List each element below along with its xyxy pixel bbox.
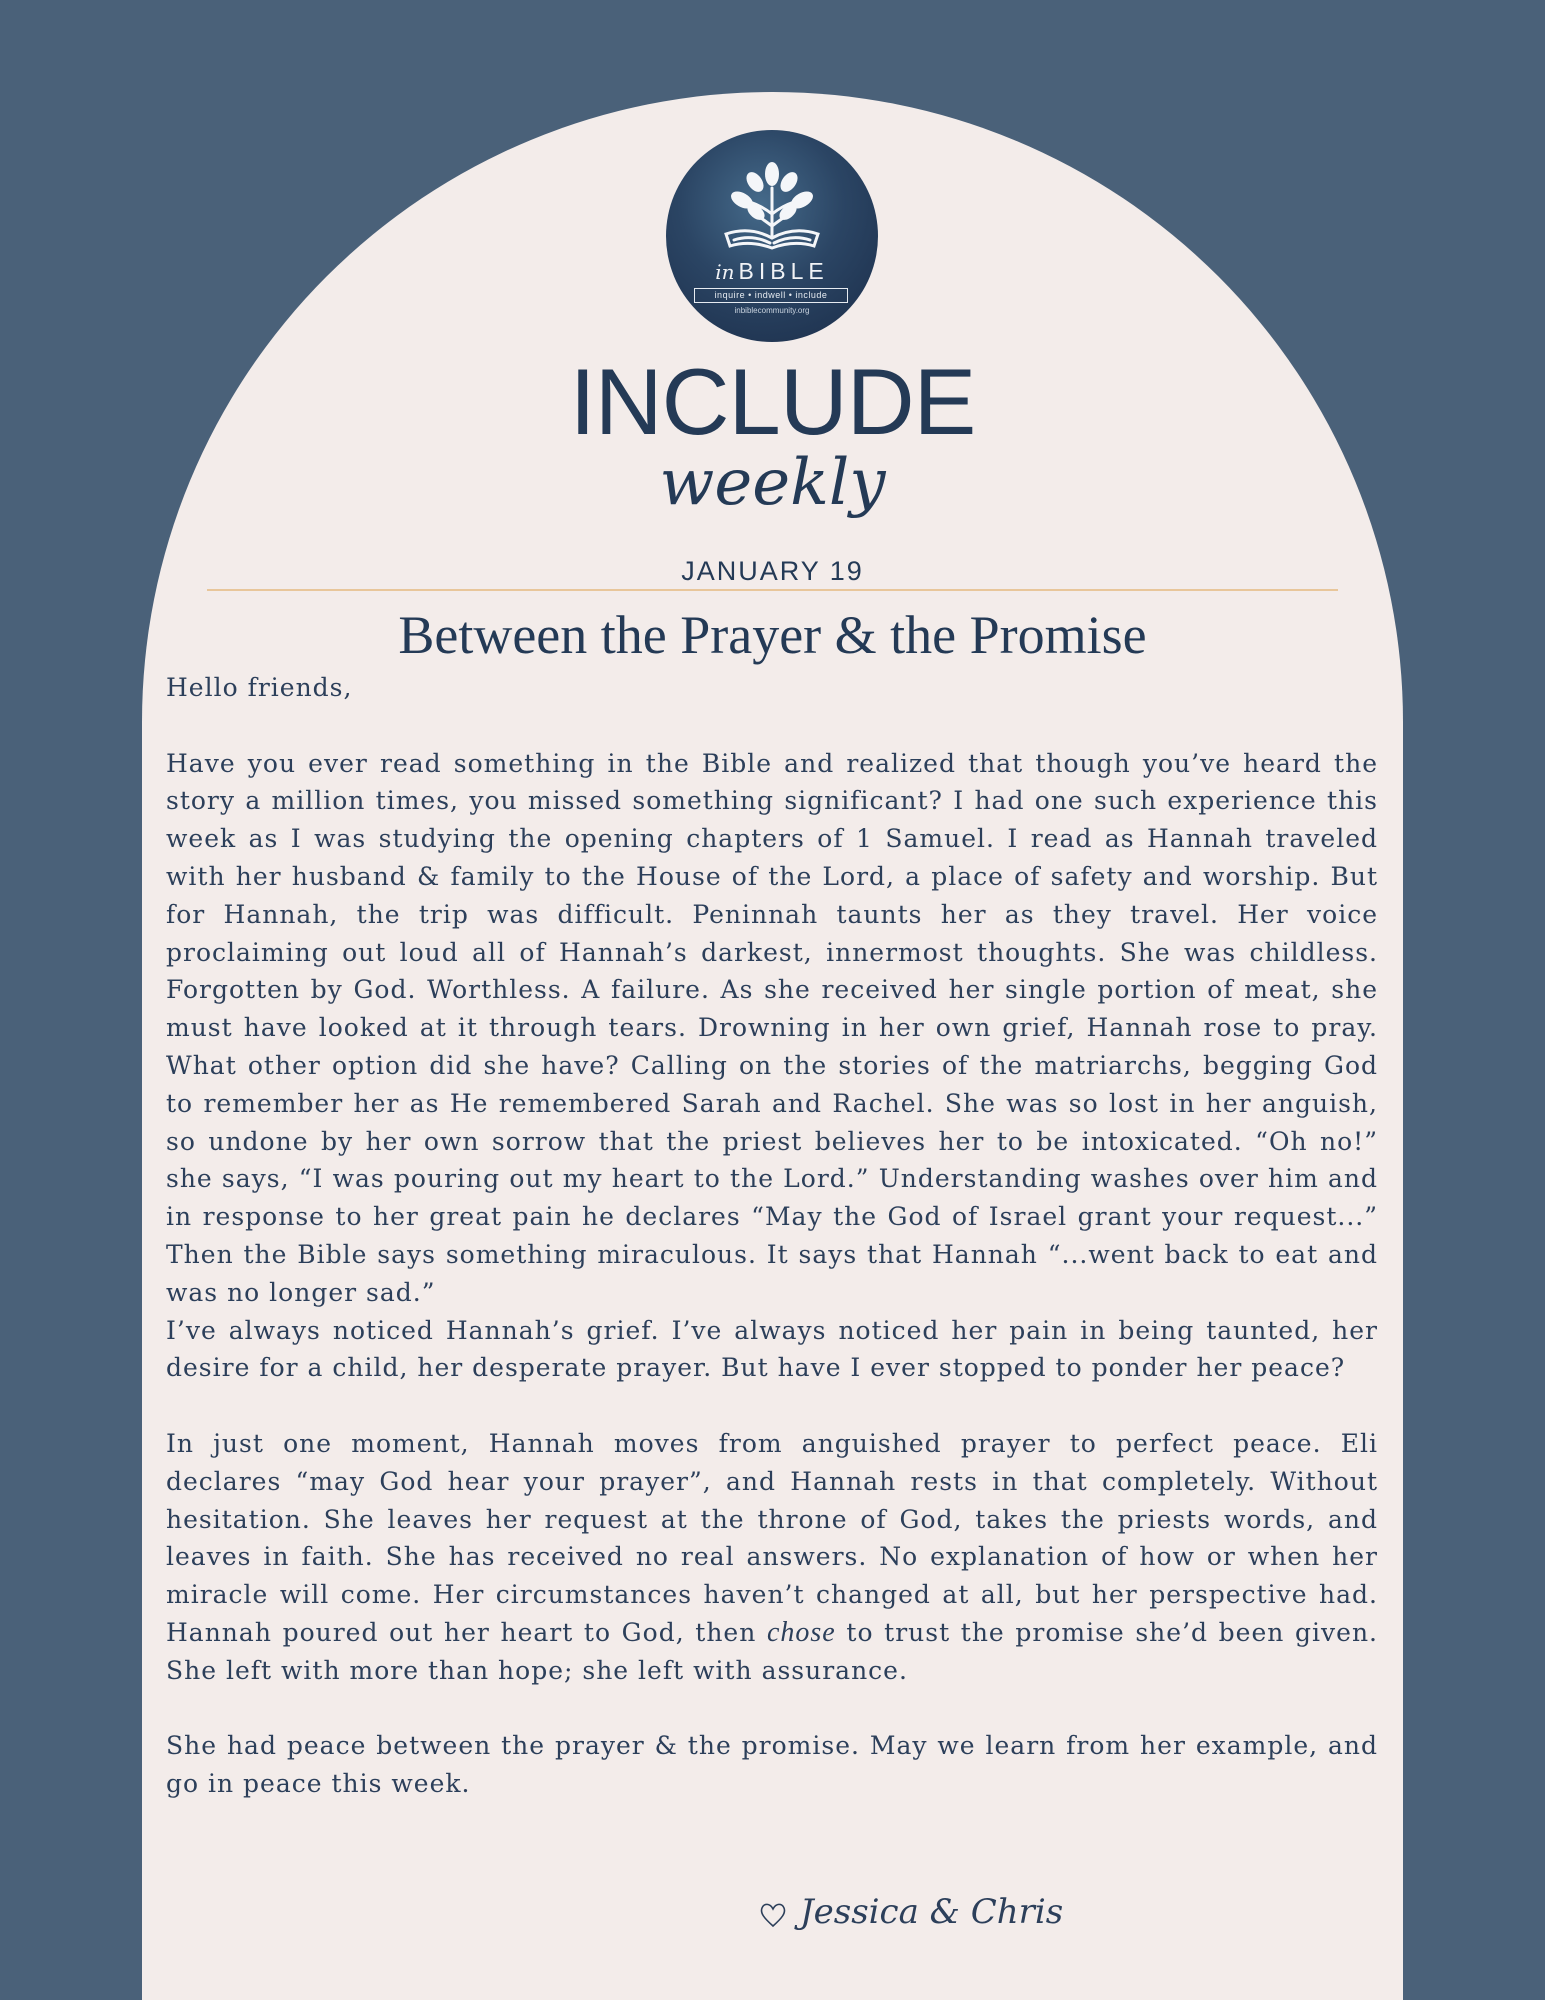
include-heading: INCLUDE bbox=[569, 349, 976, 454]
heart-icon bbox=[758, 1900, 788, 1930]
logo-wordmark: in BIBLE bbox=[715, 258, 829, 284]
divider bbox=[207, 589, 1338, 591]
inbible-logo bbox=[666, 130, 878, 342]
issue-date: JANUARY 19 bbox=[681, 556, 864, 586]
signature: Jessica & Chris bbox=[800, 1892, 1064, 1932]
logo-url: inbiblecommunity.org bbox=[734, 306, 810, 315]
logo-tagline: inquire • indwell • include bbox=[694, 288, 848, 303]
paragraph: She had peace between the prayer & the promise. May we learn from her example, and go in peace this week. bbox=[166, 1731, 1378, 1799]
article-title: Between the Prayer & the Promise bbox=[398, 605, 1147, 665]
paragraph: In just one moment, Hannah moves from anguished prayer to perfect peace. Eli declares “may God hear your prayer”, and Hannah rests in that completely. Without hesitation. She leaves her request at the throne of God, takes the priests words, and leaves in faith. She has received no real answers. No explanation of how or when her miracle will come. Her circumstances haven’t changed at all, but her perspective had. Hannah poured out her heart to God, then chose to trust the promise she’d been given. She left with more than hope; she left with assurance. bbox=[166, 1428, 1378, 1685]
paragraph: I’ve always noticed Hannah’s grief. I’ve always noticed her pain in being taunted, her desire for a child, her desperate prayer. But have I ever stopped to ponder her peace? bbox=[166, 1315, 1378, 1383]
weekly-script: weekly bbox=[659, 446, 886, 520]
emphasis: chose bbox=[766, 1616, 836, 1648]
paragraph: Have you ever read something in the Bible and realized that though you’ve heard the story a million times, you missed something significant? I had one such experience this week as I was studying the opening chapters of 1 Samuel. I read as Hannah traveled with her husband & family to the House of the Lord, a place of safety and worship. But for Hannah, the trip was difficult. Peninnah taunts her as they travel. Her voice proclaiming out loud all of Hannah’s darkest, innermost thoughts. She was childless. Forgotten by God. Worthless. A failure. As she received her single portion of meat, she must have looked at it through tears. Drowning in her own grief, Hannah rose to pray. What other option did she have? Calling on the stories of the matriarchs, begging God to remember her as He remembered Sarah and Rachel. She was so lost in her anguish, so undone by her own sorrow that the priest believes her to be intoxicated. “Oh no!” she says, “I was pouring out my heart to the Lord.” Understanding washes over him and in response to her great pain he declares “May the God of Israel grant your request...” Then the Bible says something miraculous. It says that Hannah “...went back to eat and was no longer sad.” bbox=[166, 748, 1378, 1307]
greeting: Hello friends, bbox=[166, 673, 353, 702]
letter-body bbox=[166, 669, 1378, 1803]
